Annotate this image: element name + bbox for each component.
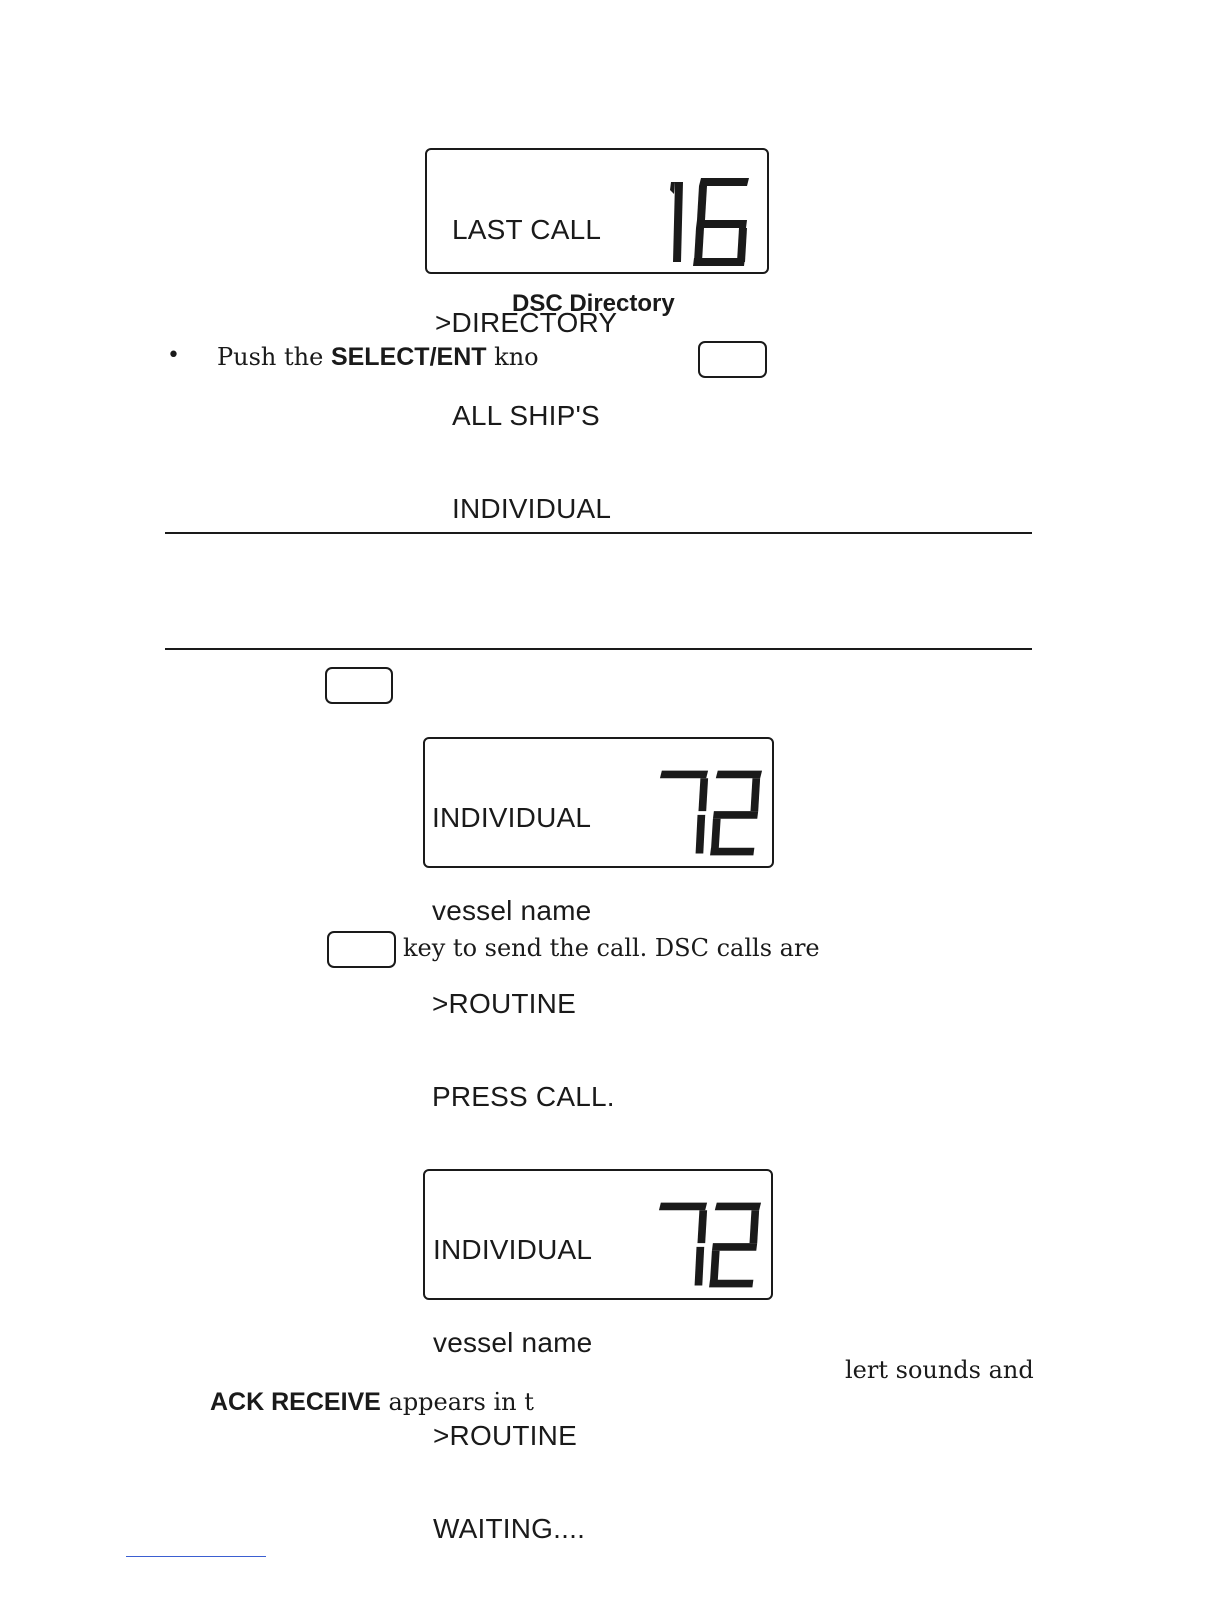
lcd-line: WAITING.... [433, 1513, 586, 1544]
lcd-line: >ROUTINE [432, 988, 576, 1019]
instruction-text: appears in t [380, 1388, 534, 1416]
instruction-ack [210, 1387, 534, 1417]
instruction-ack-tail: lert sounds and [845, 1356, 1034, 1384]
lcd-line: vessel name [433, 1327, 593, 1358]
divider [165, 648, 1032, 650]
channel-number-16 [669, 174, 757, 270]
lcd-line: LAST CALL [452, 214, 602, 245]
channel-number-72 [658, 765, 764, 861]
instruction-text: Push the [217, 343, 331, 371]
lcd-line: INDIVIDUAL [433, 1234, 593, 1265]
key-name-ack-receive: ACK RECEIVE [210, 1388, 381, 1416]
bullet: • [167, 343, 180, 368]
lcd-line: >ROUTINE [433, 1420, 577, 1451]
key-name-select-ent: SELECT/ENT [330, 343, 487, 371]
lcd-line: ALL SHIP'S [452, 400, 600, 431]
lcd-line: INDIVIDUAL [432, 802, 592, 833]
instruction-send: key to send the call. DSC calls are [403, 934, 820, 962]
lcd-line: vessel name [432, 895, 592, 926]
key-icon [325, 667, 393, 704]
key-icon [327, 931, 396, 968]
instruction-text: kno [486, 343, 539, 371]
instruction-select [217, 342, 539, 372]
lcd-line: >DIRECTORY [435, 307, 618, 338]
channel-number-72 [657, 1197, 763, 1293]
lcd-line: PRESS CALL. [432, 1081, 615, 1112]
divider [165, 532, 1032, 534]
key-icon [698, 341, 767, 378]
figure-caption: DSC Directory [512, 290, 675, 317]
footnote-link-underline [126, 1556, 266, 1557]
lcd-line: INDIVIDUAL [452, 493, 612, 524]
